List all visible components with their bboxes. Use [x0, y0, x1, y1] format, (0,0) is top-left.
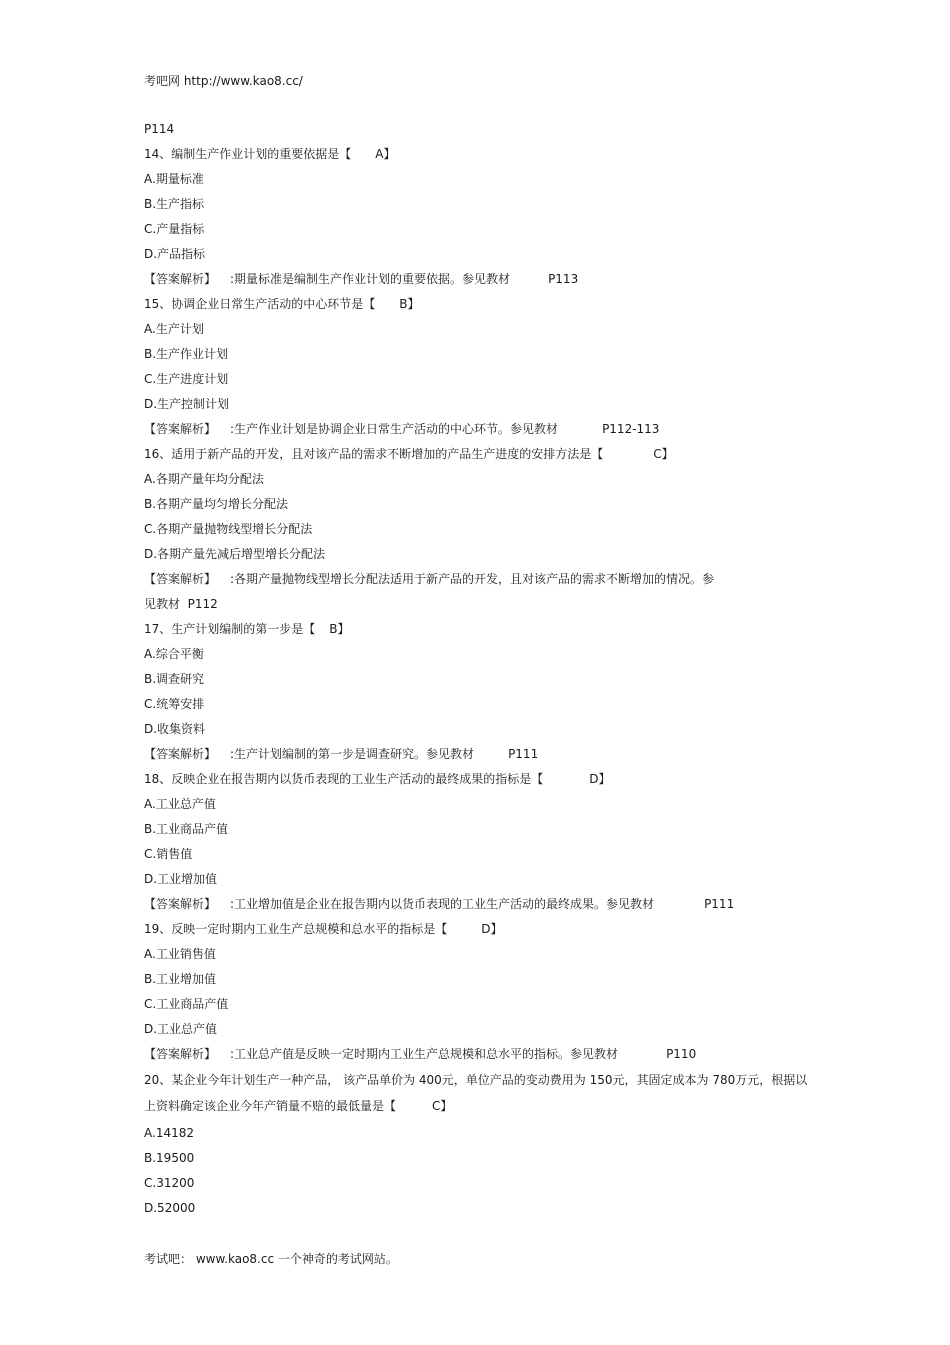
question-19-stem: 19、反映一定时期内工业生产总规模和总水平的指标是【 D】: [144, 922, 503, 936]
question-18-analysis: 【答案解析】 :工业增加值是企业在报告期内以货币表现的工业生产活动的最终成果。参见教材 P111: [144, 897, 735, 911]
page-reference: P114: [144, 122, 175, 136]
question-17-option-b: B.调查研究: [144, 672, 205, 686]
question-16-option-a: A.各期产量年均分配法: [144, 472, 264, 486]
page-footer: 考试吧： www.kao8.cc 一个神奇的考试网站。: [144, 1252, 398, 1266]
question-16-option-c: C.各期产量抛物线型增长分配法: [144, 522, 313, 536]
question-20-answer: C】: [432, 1099, 453, 1113]
question-20-option-a: A.14182: [144, 1126, 194, 1140]
question-20-option-c: C.31200: [144, 1176, 195, 1190]
question-16-option-d: D.各期产量先减后增型增长分配法: [144, 547, 326, 561]
question-14-stem: 14、编制生产作业计划的重要依据是【 A】: [144, 147, 396, 161]
question-18-option-d: D.工业增加值: [144, 872, 218, 886]
question-15-option-c: C.生产进度计划: [144, 372, 229, 386]
question-15-option-d: D.生产控制计划: [144, 397, 230, 411]
question-19-option-b: B.工业增加值: [144, 972, 217, 986]
question-14-option-c: C.产量指标: [144, 222, 205, 236]
question-16-analysis-continued: 见教材 P112: [144, 597, 218, 611]
question-18-option-a: A.工业总产值: [144, 797, 216, 811]
question-20-option-b: B.19500: [144, 1151, 195, 1165]
question-18-stem: 18、反映企业在报告期内以货币表现的工业生产活动的最终成果的指标是【 D】: [144, 772, 611, 786]
question-16-option-b: B.各期产量均匀增长分配法: [144, 497, 289, 511]
question-19-answer: D】: [481, 922, 503, 936]
page-header: 考吧网 http://www.kao8.cc/: [144, 74, 303, 88]
question-17-analysis: 【答案解析】 :生产计划编制的第一步是调查研究。参见教材 P111: [144, 747, 539, 761]
question-17-option-d: D.收集资料: [144, 722, 206, 736]
question-18-answer: D】: [589, 772, 611, 786]
question-14-option-d: D.产品指标: [144, 247, 206, 261]
question-18-option-b: B.工业商品产值: [144, 822, 229, 836]
question-20-option-d: D.52000: [144, 1201, 196, 1215]
question-14-option-a: A.期量标准: [144, 172, 204, 186]
question-14-option-b: B.生产指标: [144, 197, 205, 211]
question-17-answer: B】: [329, 622, 350, 636]
question-15-analysis: 【答案解析】 :生产作业计划是协调企业日常生产活动的中心环节。参见教材 P112-113: [144, 422, 660, 436]
question-15-answer: B】: [399, 297, 420, 311]
question-17-option-c: C.统筹安排: [144, 697, 205, 711]
question-14-analysis: 【答案解析】 :期量标准是编制生产作业计划的重要依据。参见教材 P113: [144, 272, 579, 286]
question-19-option-c: C.工业商品产值: [144, 997, 229, 1011]
question-15-stem: 15、协调企业日常生产活动的中心环节是【 B】: [144, 297, 420, 311]
question-15-option-a: A.生产计划: [144, 322, 204, 336]
question-19-option-d: D.工业总产值: [144, 1022, 218, 1036]
question-15-option-b: B.生产作业计划: [144, 347, 229, 361]
question-19-option-a: A.工业销售值: [144, 947, 216, 961]
question-19-analysis: 【答案解析】 :工业总产值是反映一定时期内工业生产总规模和总水平的指标。参见教材 P110: [144, 1047, 697, 1061]
question-16-analysis: 【答案解析】 :各期产量抛物线型增长分配法适用于新产品的开发，且对该产品的需求不断增加的情况。参: [144, 572, 715, 586]
question-17-option-a: A.综合平衡: [144, 647, 204, 661]
question-14-answer: A】: [375, 147, 396, 161]
question-18-option-c: C.销售值: [144, 847, 193, 861]
question-16-stem: 16、适用于新产品的开发，且对该产品的需求不断增加的产品生产进度的安排方法是【 C】: [144, 447, 674, 461]
question-20-stem: 20、某企业今年计划生产一种产品， 该产品单价为 400元，单位产品的变动费用为 150元，其固定成本为 780万元，根据以上资料确定该企业今年产销量不赔的最低量是【 C】: [144, 1073, 808, 1113]
page-content: [144, 121, 814, 1225]
question-17-stem: 17、生产计划编制的第一步是【 B】: [144, 622, 350, 636]
question-16-answer: C】: [653, 447, 674, 461]
